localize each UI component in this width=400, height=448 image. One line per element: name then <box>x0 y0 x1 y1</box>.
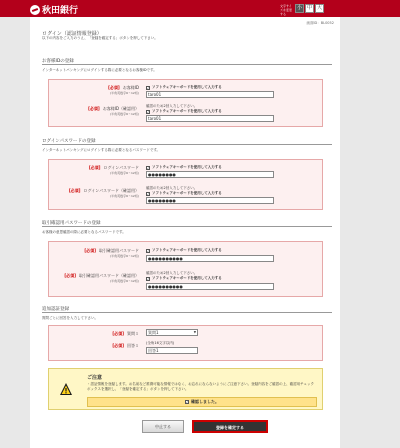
customer-id-format: (半角英数字6〜12桁) <box>109 91 139 95</box>
additional-auth-box <box>48 325 323 361</box>
customer-id-input[interactable]: taro01 <box>146 91 274 98</box>
warning-icon <box>59 382 73 396</box>
transfer-password-confirm-software-keyboard[interactable]: ✓ ソフトウェアキーボードを使用して入力する <box>147 276 222 281</box>
site-header <box>0 0 400 17</box>
transfer-password-format: (半角英数字6〜12桁) <box>109 254 139 258</box>
confirm-checkbox[interactable] <box>87 397 317 407</box>
section-divider <box>42 144 332 145</box>
question-label: 質問１ <box>127 331 139 336</box>
screen-id: 画面ID：BL0052 <box>306 21 334 25</box>
chevron-down-icon[interactable]: ▼ <box>193 330 196 334</box>
customer-id-confirm-note: 確認のため2回入力して下さい。 <box>146 104 198 108</box>
customer-id-confirm-label: お客様ID（確認用） <box>102 106 139 111</box>
notice-text: ・認証情報を登録します。お名前など推測可能な情報ではなく、お忘れにならないようにご注意下さい。登録内容をご確認の上、確認用チェックボックスを選択し、「登録を確定する」ボタンを押して下さい。 <box>87 382 315 391</box>
transfer-password-confirm-format: (半角英数字6〜12桁) <box>109 279 139 283</box>
font-size-small-button[interactable]: 小 <box>296 5 302 11</box>
section-divider <box>42 312 332 313</box>
checkbox-checked-icon[interactable]: ✓ <box>147 191 150 196</box>
confirm-label: 確認しました。 <box>191 399 219 404</box>
customer-id-software-keyboard[interactable]: ✓ ソフトウェアキーボードを使用して入力する <box>147 85 222 90</box>
transfer-password-section-title: 取引確認用パスワードの登録 <box>42 221 101 226</box>
checkbox-checked-icon[interactable]: ✓ <box>147 248 150 253</box>
transfer-password-confirm-input[interactable]: ●●●●●●●●●● <box>146 283 274 290</box>
login-password-format: (半角英数字6〜12桁) <box>109 171 139 175</box>
font-size-medium-button[interactable]: 中 <box>306 5 312 11</box>
notice-title: ご注意 <box>87 375 103 381</box>
bank-name: 秋田銀行 <box>42 6 79 16</box>
submit-registration-button[interactable]: 登録を確定する <box>192 420 268 433</box>
login-password-confirm-label: ログインパスワード（確認用） <box>83 188 139 193</box>
checkbox-checked-icon[interactable]: ✓ <box>147 276 150 281</box>
transfer-password-section-desc: お客様の意思確認の際に必要となるパスワードです。 <box>42 230 126 234</box>
required-badge: [必須] <box>68 188 81 193</box>
customer-id-confirm-input[interactable]: taro01 <box>146 115 274 122</box>
customer-id-confirm-software-keyboard[interactable]: ✓ ソフトウェアキーボードを使用して入力する <box>147 109 222 114</box>
transfer-password-input[interactable]: ●●●●●●●●●● <box>146 255 274 262</box>
login-password-confirm-format: (半角英数字6〜12桁) <box>109 194 139 198</box>
section-divider <box>42 226 332 227</box>
login-password-confirm-software-keyboard[interactable]: ✓ ソフトウェアキーボードを使用して入力する <box>147 191 222 196</box>
login-password-software-keyboard[interactable]: ✓ ソフトウェアキーボードを使用して入力する <box>147 165 222 170</box>
login-password-confirm-input[interactable]: ●●●●●●●● <box>146 197 274 204</box>
required-badge: [必須] <box>108 85 120 90</box>
additional-auth-section-title: 追加認証登録 <box>42 307 69 312</box>
main-page <box>30 17 340 448</box>
customer-id-label: お客様ID <box>122 85 139 90</box>
font-size-large-button[interactable]: 大 <box>316 5 322 11</box>
login-password-confirm-note: 確認のため2回入力して下さい。 <box>146 186 198 190</box>
required-badge: [必須] <box>112 331 124 336</box>
login-password-input[interactable]: ●●●●●●●● <box>146 171 274 178</box>
customer-id-confirm-format: (半角英数字6〜12桁) <box>109 112 139 116</box>
checkbox-checked-icon[interactable]: ✓ <box>147 85 150 90</box>
checkbox-checked-icon[interactable]: ✓ <box>147 109 150 114</box>
bank-logo-icon <box>30 5 40 15</box>
required-badge: [必須] <box>64 273 76 278</box>
question-select[interactable]: 質問1 ▼ <box>148 330 196 335</box>
transfer-password-confirm-note: 確認のため2回入力して下さい。 <box>146 271 198 275</box>
customer-id-section-desc: インターネットバンキングにログインする際に必要となるお客様IDです。 <box>42 68 157 72</box>
cancel-button[interactable]: 中止する <box>142 420 184 433</box>
transfer-password-software-keyboard[interactable]: ✓ ソフトウェアキーボードを使用して入力する <box>147 248 222 253</box>
required-badge: [必須] <box>84 248 96 253</box>
login-password-box <box>48 159 323 210</box>
customer-id-section-title: お客様IDの登録 <box>42 59 74 64</box>
login-password-section-title: ログインパスワードの登録 <box>42 139 96 144</box>
login-password-label: ログインパスワード <box>103 165 139 170</box>
customer-id-box <box>48 79 323 127</box>
notice-panel <box>48 368 323 410</box>
answer-format-note: (全角16文字以内) <box>146 341 175 345</box>
page-intro: 以下の内容をご入力のうえ、「登録を確定する」ボタンを押して下さい。 <box>42 36 158 40</box>
section-divider <box>42 64 332 65</box>
page-title: ログイン（認証情報登録） <box>42 31 102 37</box>
checkbox-checked-icon[interactable]: ✓ <box>147 165 150 170</box>
answer-input[interactable]: 回答1 <box>146 347 198 354</box>
bank-logo[interactable] <box>30 3 78 16</box>
required-badge: [必須] <box>88 106 100 111</box>
font-size-label: 文字サイズを変更する <box>280 4 293 16</box>
login-password-section-desc: インターネットバンキングにログインする際に必要となるパスワードです。 <box>42 148 161 152</box>
required-badge: [必須] <box>88 165 101 170</box>
transfer-password-confirm-label: 取引確認用パスワード（確認用） <box>79 273 139 278</box>
answer-label: 回答１ <box>127 343 139 348</box>
checkbox-checked-icon[interactable]: ✓ <box>186 400 189 404</box>
additional-auth-section-desc: 質問ごとに回答を入力して下さい。 <box>42 316 98 320</box>
required-badge: [必須] <box>112 343 124 348</box>
transfer-password-box <box>48 241 323 297</box>
transfer-password-label: 取引確認用パスワード <box>99 248 139 253</box>
